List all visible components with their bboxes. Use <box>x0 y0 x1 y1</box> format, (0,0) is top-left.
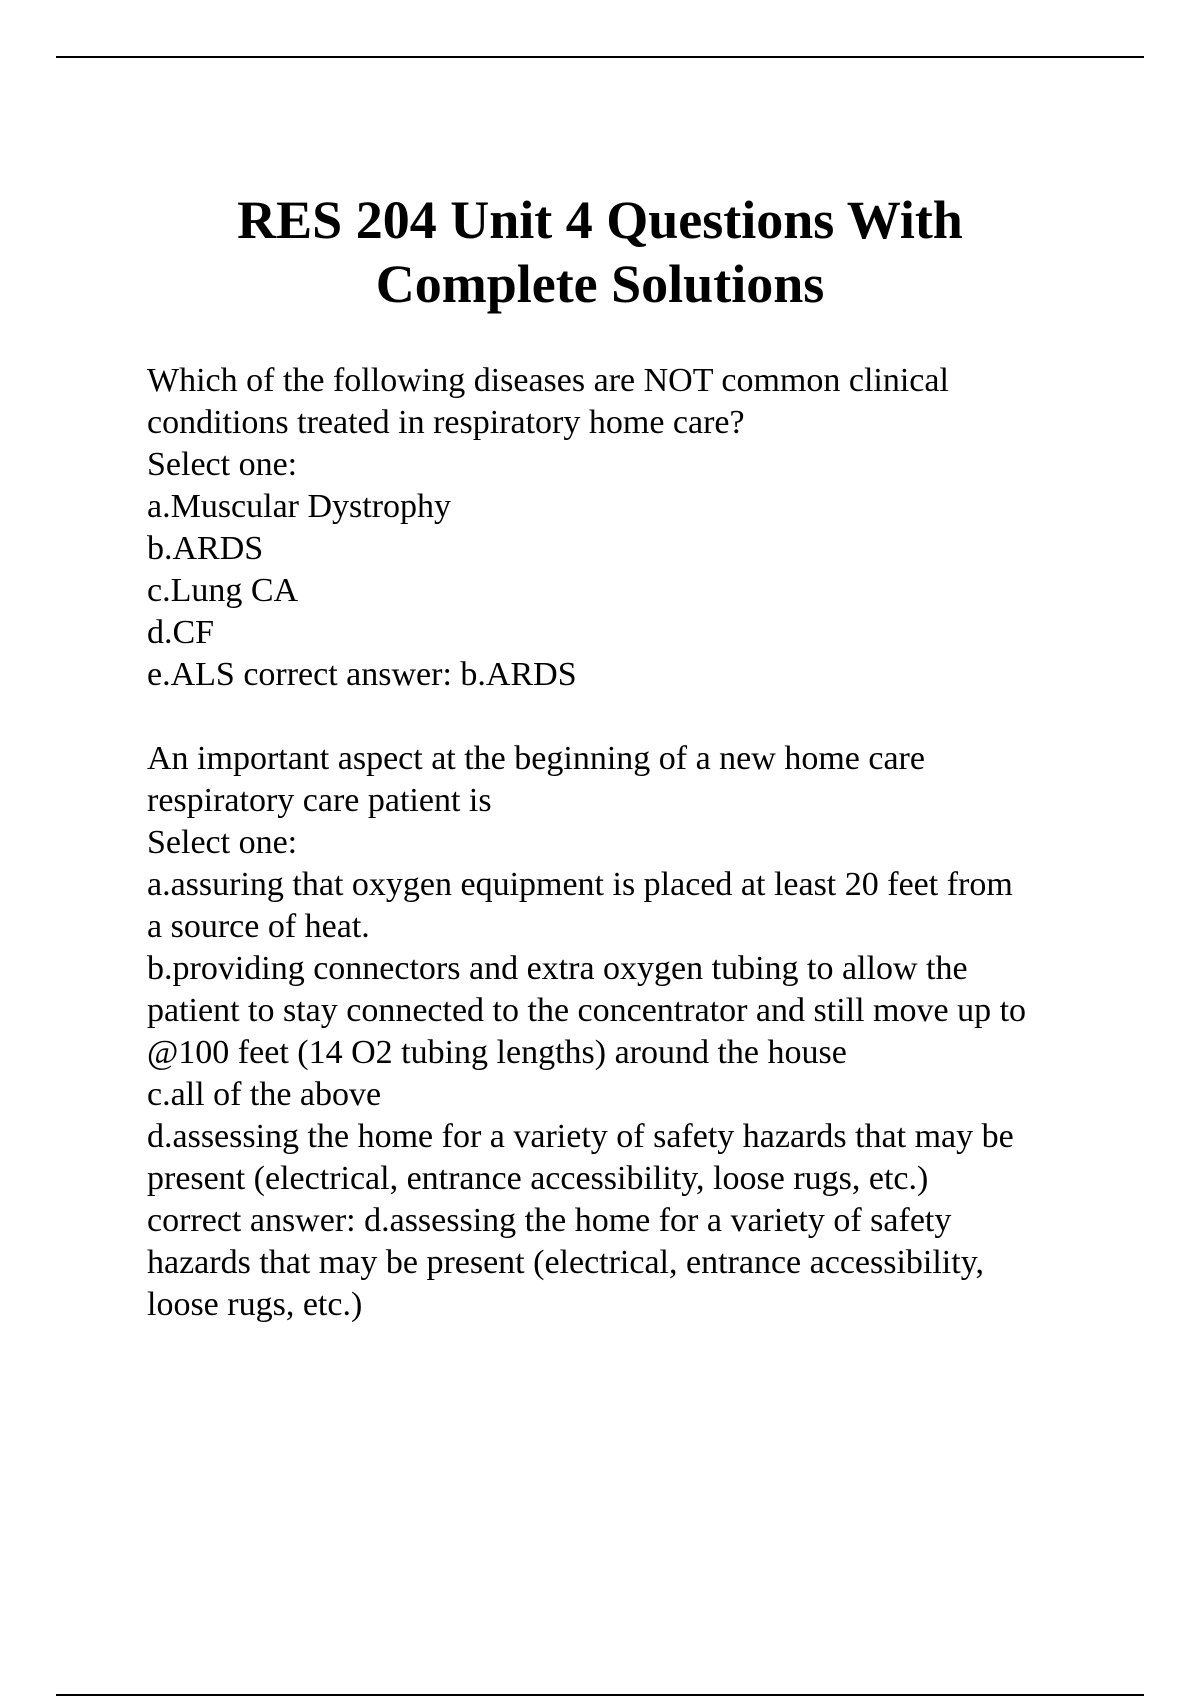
q2-option-d-line-2: present (electrical, entrance accessibility, loose rugs, etc.) <box>147 1160 929 1197</box>
title-line-2: Complete Solutions <box>375 254 825 314</box>
title-line-1: RES 204 Unit 4 Questions With <box>237 190 963 250</box>
q2-option-a-line-2: a source of heat. <box>147 908 370 945</box>
q2-select-one: Select one: <box>147 824 298 861</box>
question-block-1 <box>147 360 1107 696</box>
q1-option-a: a.Muscular Dystrophy <box>147 488 452 525</box>
q1-option-b: b.ARDS <box>147 530 264 567</box>
q2-answer-line-3: loose rugs, etc.) <box>147 1286 363 1323</box>
question-separator <box>147 696 1107 738</box>
q1-option-d: d.CF <box>147 614 215 651</box>
q2-option-b-line-1: b.providing connectors and extra oxygen tubing to allow the <box>147 950 968 987</box>
q1-prompt-line-1: Which of the following diseases are NOT common clinical <box>147 362 949 399</box>
q2-option-a-line-1: a.assuring that oxygen equipment is placed at least 20 feet from <box>147 866 1013 903</box>
footer-rule <box>56 1694 1144 1696</box>
question-block-2 <box>147 738 1107 1326</box>
q2-option-b-line-2: patient to stay connected to the concentrator and still move up to <box>147 992 1027 1029</box>
q1-option-c: c.Lung CA <box>147 572 299 609</box>
q1-option-e-and-answer: e.ALS correct answer: b.ARDS <box>147 656 577 693</box>
q2-answer-line-1: correct answer: d.assessing the home for a variety of safety <box>147 1202 952 1239</box>
document-title <box>100 188 1100 316</box>
q2-prompt-line-2: respiratory care patient is <box>147 782 492 819</box>
header-rule <box>56 56 1144 58</box>
q2-prompt-line-1: An important aspect at the beginning of a new home care <box>147 740 925 777</box>
q1-prompt-line-2: conditions treated in respiratory home care? <box>147 404 745 441</box>
document-body <box>147 360 1107 1326</box>
q2-answer-line-2: hazards that may be present (electrical, entrance accessibility, <box>147 1244 984 1281</box>
q2-option-d-line-1: d.assessing the home for a variety of safety hazards that may be <box>147 1118 1014 1155</box>
q2-option-c: c.all of the above <box>147 1076 382 1113</box>
q2-option-b-line-3: @100 feet (14 O2 tubing lengths) around the house <box>147 1034 847 1071</box>
q1-select-one: Select one: <box>147 446 298 483</box>
